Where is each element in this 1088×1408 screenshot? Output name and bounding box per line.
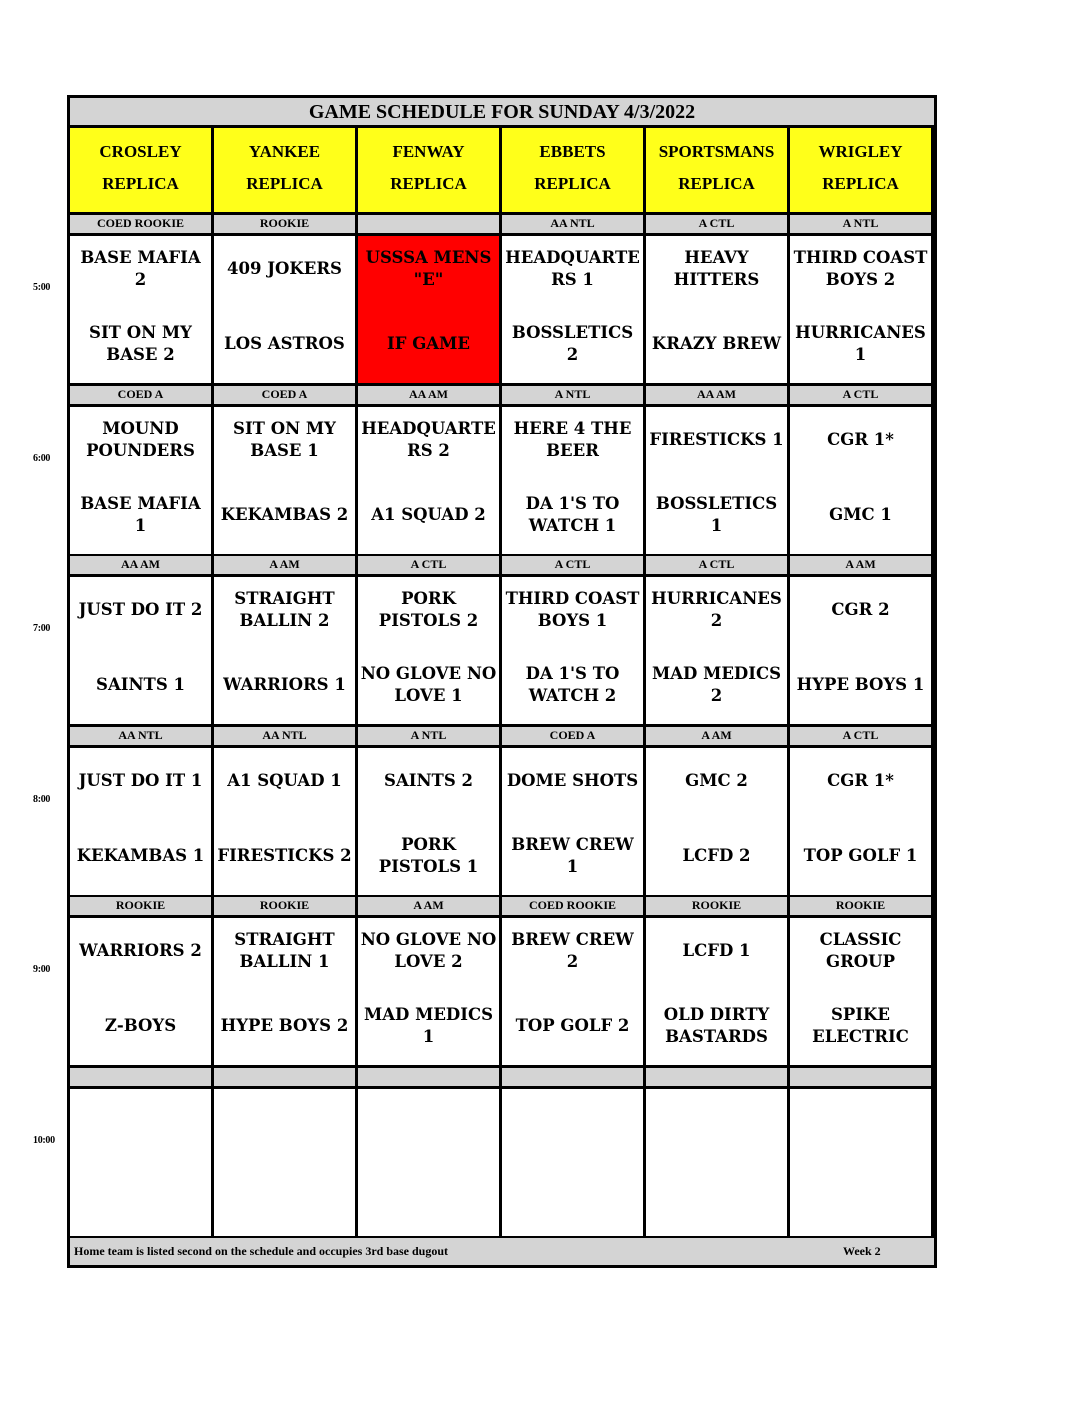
home-team: LCFD 2	[682, 845, 751, 865]
field-subtitle: REPLICA	[678, 174, 755, 193]
home-team: FIRESTICKS 2	[217, 845, 352, 865]
home-team: A1 SQUAD 2	[371, 504, 486, 524]
division-label: A CTL	[502, 556, 646, 577]
game-cell	[214, 1089, 358, 1239]
division-label: A AM	[214, 556, 358, 577]
division-label	[358, 1068, 502, 1089]
home-team: OLD DIRTY BASTARDS	[663, 1005, 770, 1046]
away-team: STRAIGHT BALLIN 1	[234, 930, 335, 971]
division-label: A CTL	[646, 215, 790, 236]
game-cell	[214, 748, 358, 898]
home-team: KRAZY BREW	[651, 334, 782, 353]
field-name: EBBETS	[539, 142, 606, 161]
away-team: CGR 1*	[827, 770, 894, 790]
away-team	[216, 1098, 353, 1146]
field-subtitle: REPLICA	[246, 174, 323, 193]
home-team	[216, 1173, 353, 1221]
game-cell	[358, 918, 502, 1068]
field-header	[70, 128, 214, 215]
away-team: THIRD COAST BOYS 2	[793, 248, 928, 289]
away-team: MOUND POUNDERS	[86, 418, 195, 460]
division-label: AA AM	[358, 386, 502, 407]
game-cell	[70, 236, 214, 386]
time-label: 7:00	[33, 623, 51, 634]
field-subtitle: REPLICA	[534, 174, 611, 193]
time-label: 5:00	[33, 282, 51, 293]
field-name: SPORTSMANS	[658, 142, 775, 161]
field-name: YANKEE	[248, 142, 321, 161]
away-team: STRAIGHT BALLIN 2	[234, 589, 335, 630]
division-label: AA NTL	[502, 215, 646, 236]
home-team	[504, 1173, 641, 1221]
game-cell	[214, 918, 358, 1068]
game-cell	[358, 407, 502, 557]
schedule-table	[67, 95, 937, 1268]
home-team: KEKAMBAS 2	[220, 504, 349, 524]
division-label: A CTL	[790, 386, 934, 407]
home-team: KEKAMBAS 1	[76, 845, 205, 865]
division-label	[502, 1068, 646, 1089]
home-team	[72, 1173, 209, 1221]
home-team: BREW CREW 1	[511, 834, 634, 876]
away-team	[792, 1098, 929, 1146]
away-team: CGR 2	[831, 600, 890, 619]
away-team: WARRIORS 2	[79, 941, 202, 960]
away-team: DOME SHOTS	[506, 770, 639, 790]
division-label: ROOKIE	[646, 897, 790, 918]
home-team: DA 1'S TO WATCH 1	[525, 493, 620, 535]
away-team: JUST DO IT 1	[78, 770, 203, 790]
game-cell	[358, 236, 502, 386]
away-team: A1 SQUAD 1	[227, 770, 342, 790]
game-cell	[70, 918, 214, 1068]
division-label: A CTL	[646, 556, 790, 577]
time-label: 10:00	[33, 1134, 55, 1146]
field-header	[502, 128, 646, 215]
division-label: COED A	[70, 386, 214, 407]
home-team: DA 1'S TO WATCH 2	[525, 664, 620, 705]
game-cell	[646, 1089, 790, 1239]
division-label: ROOKIE	[790, 897, 934, 918]
game-cell	[502, 407, 646, 557]
field-header	[214, 128, 358, 215]
field-header	[646, 128, 790, 215]
field-subtitle: REPLICA	[102, 174, 179, 193]
home-team: LOS ASTROS	[224, 334, 345, 353]
away-team: NO GLOVE NO LOVE 2	[360, 930, 497, 971]
away-team: SAINTS 2	[384, 770, 473, 790]
division-label: AA AM	[646, 386, 790, 407]
time-label: 8:00	[33, 793, 51, 805]
away-team	[72, 1098, 209, 1146]
field-name: CROSLEY	[99, 142, 182, 161]
away-team: THIRD COAST BOYS 1	[505, 589, 640, 630]
division-label: A CTL	[358, 556, 502, 577]
field-subtitle: REPLICA	[390, 174, 467, 193]
field-subtitle: REPLICA	[822, 174, 899, 193]
away-team	[648, 1098, 785, 1146]
home-team: WARRIORS 1	[223, 675, 346, 694]
footer-note: Home team is listed second on the schedule and occupies 3rd base dugout	[74, 1244, 449, 1258]
away-team: PORK PISTOLS 2	[378, 589, 479, 630]
home-team: PORK PISTOLS 1	[378, 834, 479, 876]
away-team: SIT ON MY BASE 1	[233, 418, 336, 460]
away-team: GMC 2	[685, 770, 748, 790]
division-label: ROOKIE	[214, 897, 358, 918]
home-team: SAINTS 1	[96, 675, 185, 694]
home-team: TOP GOLF 1	[803, 845, 918, 865]
division-label	[70, 1068, 214, 1089]
away-team	[360, 1098, 497, 1146]
division-label: COED ROOKIE	[502, 897, 646, 918]
away-team: HEAVY HITTERS	[673, 248, 760, 289]
away-team: FIRESTICKS 1	[649, 429, 784, 449]
division-label: COED ROOKIE	[70, 215, 214, 236]
division-label: AA AM	[70, 556, 214, 577]
week-label: Week 2	[843, 1244, 881, 1258]
game-cell	[214, 577, 358, 727]
game-cell	[502, 918, 646, 1068]
division-label	[790, 1068, 934, 1089]
division-label: ROOKIE	[214, 215, 358, 236]
home-team: IF GAME	[387, 334, 470, 353]
away-team: CGR 1*	[827, 429, 894, 449]
game-cell	[358, 577, 502, 727]
home-team: MAD MEDICS 2	[651, 664, 782, 705]
home-team: BOSSLETICS 1	[655, 493, 778, 535]
division-label: COED A	[214, 386, 358, 407]
division-label	[214, 1068, 358, 1089]
game-cell	[646, 236, 790, 386]
home-team: NO GLOVE NO LOVE 1	[360, 664, 497, 705]
away-team	[504, 1098, 641, 1146]
home-team	[360, 1173, 497, 1221]
game-cell	[646, 407, 790, 557]
home-team: BASE MAFIA 1	[80, 493, 201, 535]
game-cell	[70, 1089, 214, 1239]
division-label: A AM	[358, 897, 502, 918]
game-cell	[358, 1089, 502, 1239]
field-name: WRIGLEY	[818, 142, 903, 161]
division-label: A CTL	[790, 727, 934, 748]
away-team: HEADQUARTE RS 1	[505, 248, 640, 289]
game-cell	[502, 1089, 646, 1239]
away-team: BASE MAFIA 2	[80, 248, 201, 289]
game-cell	[790, 918, 934, 1068]
game-cell	[646, 577, 790, 727]
home-team: SPIKE ELECTRIC	[812, 1005, 909, 1046]
away-team: 409 JOKERS	[227, 259, 342, 278]
home-team: Z-BOYS	[104, 1016, 177, 1035]
time-label: 6:00	[33, 452, 51, 464]
game-cell	[790, 236, 934, 386]
home-team: HURRICANES 1	[795, 323, 926, 364]
away-team: LCFD 1	[682, 941, 751, 960]
game-cell	[790, 1089, 934, 1239]
home-team: HYPE BOYS 1	[796, 675, 925, 694]
home-team: HYPE BOYS 2	[220, 1016, 349, 1035]
division-label: A NTL	[790, 215, 934, 236]
away-team: HERE 4 THE BEER	[513, 418, 632, 460]
game-cell	[646, 918, 790, 1068]
away-team: CLASSIC GROUP	[819, 930, 902, 971]
division-label: A NTL	[502, 386, 646, 407]
home-team	[792, 1173, 929, 1221]
division-label: A AM	[646, 727, 790, 748]
time-label: 9:00	[33, 964, 51, 975]
home-team: TOP GOLF 2	[515, 1016, 630, 1035]
field-header	[358, 128, 502, 215]
division-label	[358, 215, 502, 236]
field-header	[790, 128, 934, 215]
game-cell	[70, 407, 214, 557]
division-label: AA NTL	[70, 727, 214, 748]
game-cell	[214, 236, 358, 386]
away-team: HURRICANES 2	[651, 589, 782, 630]
game-cell	[70, 577, 214, 727]
footer-bar	[70, 1238, 934, 1265]
home-team: BOSSLETICS 2	[511, 323, 634, 364]
game-cell	[502, 748, 646, 898]
division-label: A NTL	[358, 727, 502, 748]
away-team: BREW CREW 2	[511, 930, 634, 971]
game-cell	[646, 748, 790, 898]
away-team: JUST DO IT 2	[78, 600, 203, 619]
game-cell	[502, 236, 646, 386]
home-team: GMC 1	[829, 504, 892, 524]
home-team	[648, 1173, 785, 1221]
away-team: HEADQUARTE RS 2	[361, 418, 496, 460]
game-cell	[790, 577, 934, 727]
division-label: AA NTL	[214, 727, 358, 748]
game-cell	[790, 407, 934, 557]
field-name: FENWAY	[392, 142, 465, 161]
division-label: COED A	[502, 727, 646, 748]
game-cell	[502, 577, 646, 727]
page-title: GAME SCHEDULE FOR SUNDAY 4/3/2022	[70, 98, 934, 128]
game-cell	[790, 748, 934, 898]
game-cell	[358, 748, 502, 898]
game-cell	[70, 748, 214, 898]
division-label	[646, 1068, 790, 1089]
division-label: ROOKIE	[70, 897, 214, 918]
away-team: USSSA MENS "E"	[365, 248, 492, 289]
game-cell	[214, 407, 358, 557]
division-label: A AM	[790, 556, 934, 577]
home-team: SIT ON MY BASE 2	[89, 323, 192, 364]
home-team: MAD MEDICS 1	[363, 1005, 494, 1046]
